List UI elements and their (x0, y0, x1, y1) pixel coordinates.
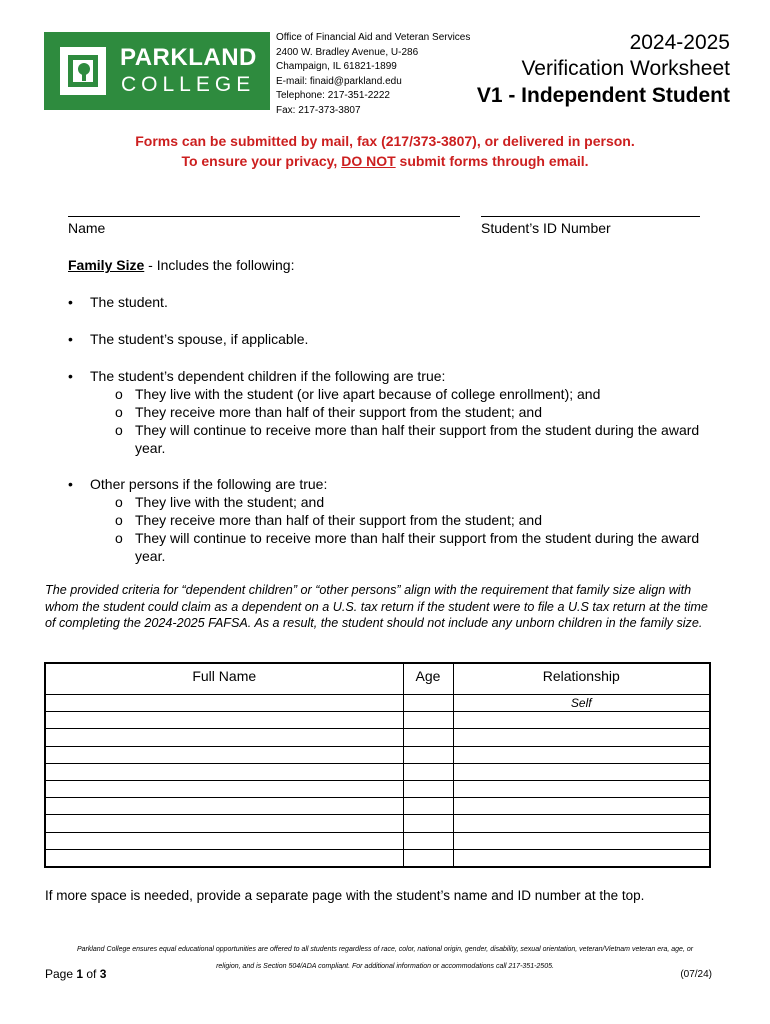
eo-line-1: Parkland College ensures equal educational opportunities are offered to all students regardless of race, color, national origin, gender, disability, sexual orientation, veteran/Vietnam veteran era, age, or (76, 946, 694, 953)
bullet-text: The student. (90, 294, 168, 310)
criteria-paragraph: The provided criteria for “dependent children” or “other persons” align with the requirement that family size align with whom the student could claim as a dependent on a U.S. tax return if the student were to file a U.S tax return at the time of completing the 2024-2025 FAFSA. As a result, the student should not include any unborn children in the family size. (45, 583, 708, 630)
office-telephone: Telephone: 217-351-2222 (276, 90, 390, 102)
age-cell[interactable] (403, 798, 453, 815)
age-cell[interactable] (403, 832, 453, 849)
table-row (45, 746, 710, 763)
age-cell[interactable] (403, 712, 453, 729)
full-name-cell[interactable] (45, 695, 403, 712)
relationship-cell[interactable]: Self (453, 695, 710, 712)
table-row (45, 849, 710, 867)
age-cell[interactable] (403, 729, 453, 746)
notice-do-not: DO NOT (341, 153, 396, 169)
bullet-text: The student’s spouse, if applicable. (90, 331, 309, 347)
list-item (68, 293, 168, 311)
table-row (45, 729, 710, 746)
bullet-icon: • (68, 331, 73, 347)
sub-list-item (115, 421, 705, 457)
full-name-cell[interactable] (45, 780, 403, 797)
circle-bullet-icon: o (115, 404, 123, 420)
bullet-icon: • (68, 294, 73, 310)
circle-bullet-icon: o (115, 512, 123, 528)
revision-date: (07/24) (680, 969, 712, 980)
bullet-icon: • (68, 368, 73, 384)
name-label: Name (68, 220, 106, 236)
full-name-cell[interactable] (45, 815, 403, 832)
page-total: 3 (99, 967, 107, 981)
full-name-cell[interactable] (45, 712, 403, 729)
relationship-cell[interactable] (453, 815, 710, 832)
full-name-cell[interactable] (45, 746, 403, 763)
more-space-note: If more space is needed, provide a separate page with the student’s name and ID number at the top. (45, 888, 645, 903)
age-cell[interactable] (403, 746, 453, 763)
notice-line-2 (0, 151, 770, 171)
table-row (45, 763, 710, 780)
column-header-age: Age (403, 663, 453, 695)
table-row (45, 712, 710, 729)
document-title: Verification Worksheet (521, 57, 730, 80)
table-header-row (45, 663, 710, 695)
office-address-block (276, 31, 470, 119)
office-email: E-mail: finaid@parkland.edu (276, 75, 402, 87)
relationship-cell[interactable] (453, 798, 710, 815)
eo-line-2: religion, and is Section 504/ADA compliant. For additional information or accommodations call 217-351-2505. (216, 963, 554, 970)
logo-word-college: COLLEGE (121, 73, 256, 96)
student-id-label: Student’s ID Number (481, 220, 611, 236)
office-fax: Fax: 217-373-3807 (276, 104, 361, 116)
page-word: Page (45, 967, 77, 981)
bullet-text: The student’s dependent children if the following are true: (90, 368, 446, 384)
submission-notice (0, 131, 770, 171)
column-header-full-name: Full Name (45, 663, 403, 695)
age-cell[interactable] (403, 849, 453, 867)
sub-list-item (115, 511, 705, 529)
award-year: 2024-2025 (629, 31, 730, 54)
family-size-title: Family Size (68, 257, 145, 273)
full-name-cell[interactable] (45, 832, 403, 849)
relationship-cell[interactable] (453, 832, 710, 849)
relationship-cell[interactable] (453, 729, 710, 746)
age-cell[interactable] (403, 695, 453, 712)
equal-opportunity-statement (0, 941, 770, 975)
table-row (45, 798, 710, 815)
age-cell[interactable] (403, 780, 453, 797)
of-word: of (83, 967, 100, 981)
relationship-cell[interactable] (453, 780, 710, 797)
age-cell[interactable] (403, 763, 453, 780)
table-row (45, 695, 710, 712)
notice-line-1: Forms can be submitted by mail, fax (217/373-3807), or delivered in person. (135, 133, 635, 149)
sub-item-text: They receive more than half of their support from the student; and (135, 404, 542, 420)
office-city: Champaign, IL 61821-1899 (276, 61, 397, 73)
bullet-text: Other persons if the following are true: (90, 476, 328, 492)
sub-item-text: They will continue to receive more than half their support from the student during the award year. (135, 530, 700, 564)
list-item (68, 367, 446, 385)
family-size-intro: - Includes the following: (144, 257, 295, 273)
notice-line-2-end: submit forms through email. (395, 153, 589, 169)
relationship-cell[interactable] (453, 746, 710, 763)
household-members-table (44, 662, 711, 868)
table-row (45, 815, 710, 832)
relationship-cell[interactable] (453, 712, 710, 729)
student-id-field-line[interactable] (481, 216, 700, 217)
document-version: V1 - Independent Student (476, 84, 730, 107)
list-item (68, 330, 309, 348)
office-street: 2400 W. Bradley Avenue, U-286 (276, 46, 419, 58)
table-row (45, 780, 710, 797)
circle-bullet-icon: o (115, 494, 123, 510)
sub-item-text: They receive more than half of their support from the student; and (135, 512, 542, 528)
list-item (68, 475, 328, 493)
bullet-icon: • (68, 476, 73, 492)
page-number: 1 (76, 967, 84, 981)
relationship-cell[interactable] (453, 763, 710, 780)
notice-line-2-start: To ensure your privacy, (181, 153, 342, 169)
logo-word-parkland: PARKLAND (120, 44, 257, 71)
column-header-relationship: Relationship (453, 663, 710, 695)
family-size-heading (68, 257, 294, 273)
sub-list-item (115, 493, 705, 511)
full-name-cell[interactable] (45, 729, 403, 746)
document-header (477, 30, 730, 109)
full-name-cell[interactable] (45, 849, 403, 867)
office-name: Office of Financial Aid and Veteran Services (276, 32, 471, 43)
full-name-cell[interactable] (45, 763, 403, 780)
sub-item-text: They live with the student; and (135, 494, 325, 510)
parkland-college-logo (44, 32, 270, 110)
circle-bullet-icon: o (115, 386, 123, 402)
name-field-line[interactable] (68, 216, 460, 217)
sub-item-text: They live with the student (or live apart because of college enrollment); and (135, 386, 601, 402)
circle-bullet-icon: o (115, 422, 123, 438)
sub-item-text: They will continue to receive more than half their support from the student during the award year. (135, 422, 700, 456)
page-indicator (45, 967, 106, 981)
sub-list-item (115, 529, 705, 565)
circle-bullet-icon: o (115, 530, 123, 546)
full-name-cell[interactable] (45, 798, 403, 815)
logo-mark-icon (60, 47, 106, 95)
sub-list-item (115, 385, 705, 403)
sub-list-item (115, 403, 705, 421)
table-row (45, 832, 710, 849)
relationship-cell[interactable] (453, 849, 710, 867)
age-cell[interactable] (403, 815, 453, 832)
